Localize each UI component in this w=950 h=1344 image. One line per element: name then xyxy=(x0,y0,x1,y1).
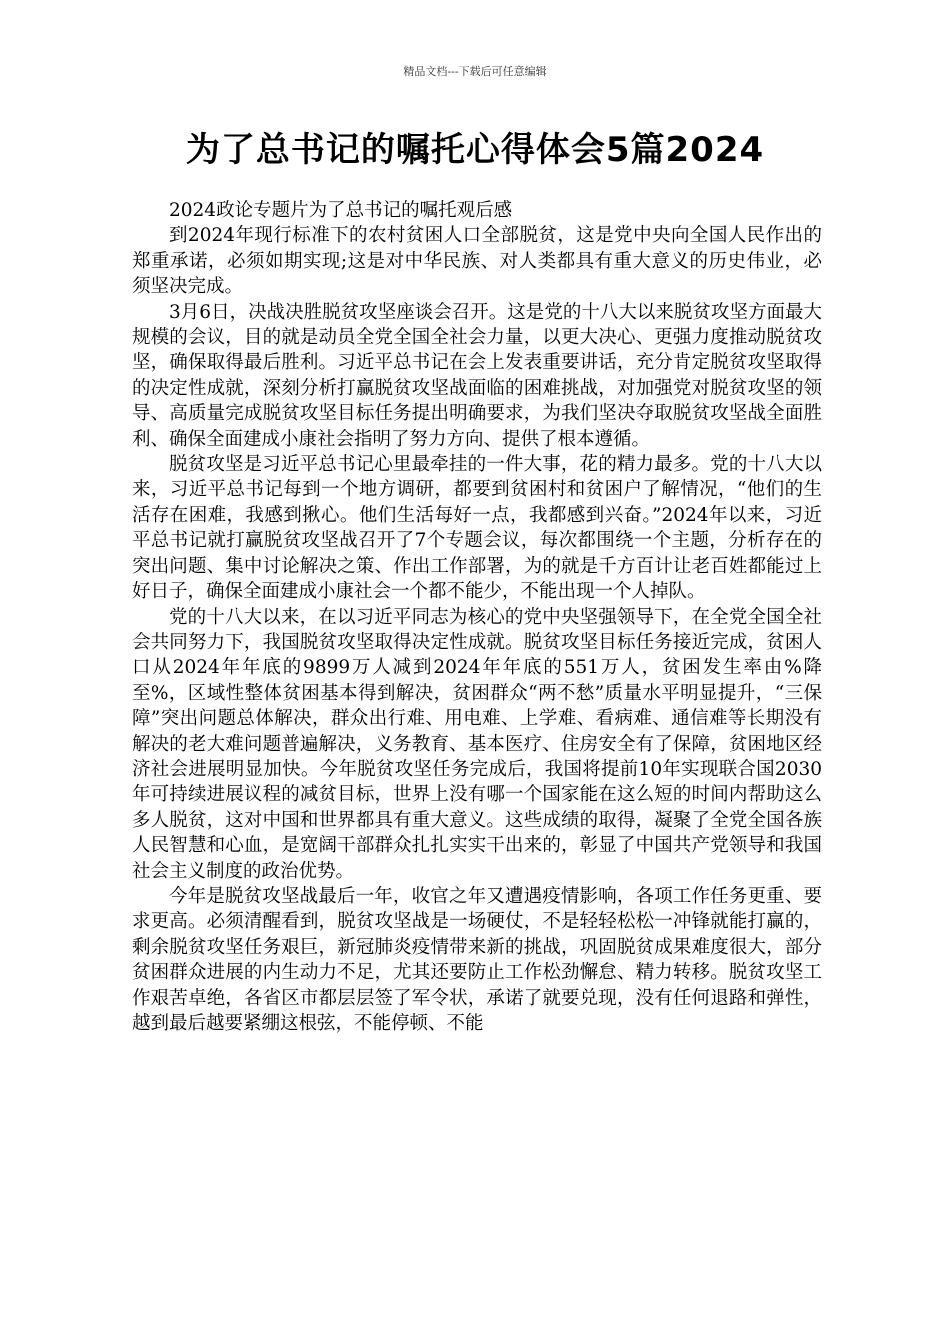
paragraph: 到2024年现行标准下的农村贫困人口全部脱贫，这是党中央向全国人民作出的郑重承诺，必须如期实现;这是对中华民族、对人类都具有重大意义的历史伟业，必须坚决完成。 xyxy=(132,225,822,298)
paragraph: 脱贫攻坚是习近平总书记心里最牵挂的一件大事，花的精力最多。党的十八大以来，习近平总书记每到一个地方调研，都要到贫困村和贫困户了解情况，“他们的生活存在困难，我感到揪心。他们生活每好一点，我都感到兴奋。”2024年以来，习近平总书记就打赢脱贫攻坚战召开了7个专题会议，每次都围绕一个主题，分析存在的突出问题、集中讨论解决之策、作出工作部署，为的就是千方百计让老百姓都能过上好日子，确保全面建成小康社会一个都不能少，不能出现一个人掉队。 xyxy=(132,454,822,603)
document-title: 为了总书记的嘱托心得体会5篇2024 xyxy=(185,130,765,170)
paragraph: 今年是脱贫攻坚战最后一年，收官之年又遭遇疫情影响，各项工作任务更重、要求更高。必须清醒看到，脱贫攻坚战是一场硬仗，不是轻轻松松一冲锋就能打赢的，剩余脱贫攻坚任务艰巨，新冠肺炎疫情带来新的挑战，巩固脱贫成果难度很大，部分贫困群众进展的内生动力不足，尤其还要防止工作松劲懈怠、精力转移。脱贫攻坚工作艰苦卓绝，各省区市都层层签了军令状，承诺了就要兑现，没有任何退路和弹性，越到最后越要紧绷这根弦，不能停顿、不能 xyxy=(132,885,822,1034)
paragraph: 3月6日，决战决胜脱贫攻坚座谈会召开。这是党的十八大以来脱贫攻坚方面最大规模的会议，目的就是动员全党全国全社会力量，以更大决心、更强力度推动脱贫攻坚，确保取得最后胜利。习近平总书记在会上发表重要讲话，充分肯定脱贫攻坚取得的决定性成就，深刻分析打赢脱贫攻坚战面临的困难挑战，对加强党对脱贫攻坚的领导、高质量完成脱贫攻坚目标任务提出明确要求，为我们坚决夺取脱贫攻坚战全面胜利、确保全面建成小康社会指明了努力方向、提供了根本遵循。 xyxy=(132,301,822,450)
document-body xyxy=(132,198,822,1036)
paragraph: 党的十八大以来，在以习近平同志为核心的党中央坚强领导下，在全党全国全社会共同努力下，我国脱贫攻坚取得决定性成就。脱贫攻坚目标任务接近完成，贫困人口从2024年年底的9899万人减到2024年年底的551万人，贫困发生率由%降至%，区域性整体贫困基本得到解决，贫困群众“两不愁”质量水平明显提升，“三保障”突出问题总体解决，群众出行难、用电难、上学难、看病难、通信难等长期没有解决的老大难问题普遍解决，义务教育、基本医疗、住房安全有了保障，贫困地区经济社会进展明显加快。今年脱贫攻坚任务完成后，我国将提前10年实现联合国2030年可持续进展议程的减贫目标，世界上没有哪一个国家能在这么短的时间内帮助这么多人脱贫，这对中国和世界都具有重大意义。这些成绩的取得，凝聚了全党全国各族人民智慧和心血，是宽阔干部群众扎扎实实干出来的，彰显了中国共产党领导和我国社会主义制度的政治优势。 xyxy=(132,606,822,882)
paragraph-subtitle: 2024政论专题片为了总书记的嘱托观后感 xyxy=(169,200,513,221)
page-header: 精品文档---下载后可任意编辑 xyxy=(403,65,547,78)
